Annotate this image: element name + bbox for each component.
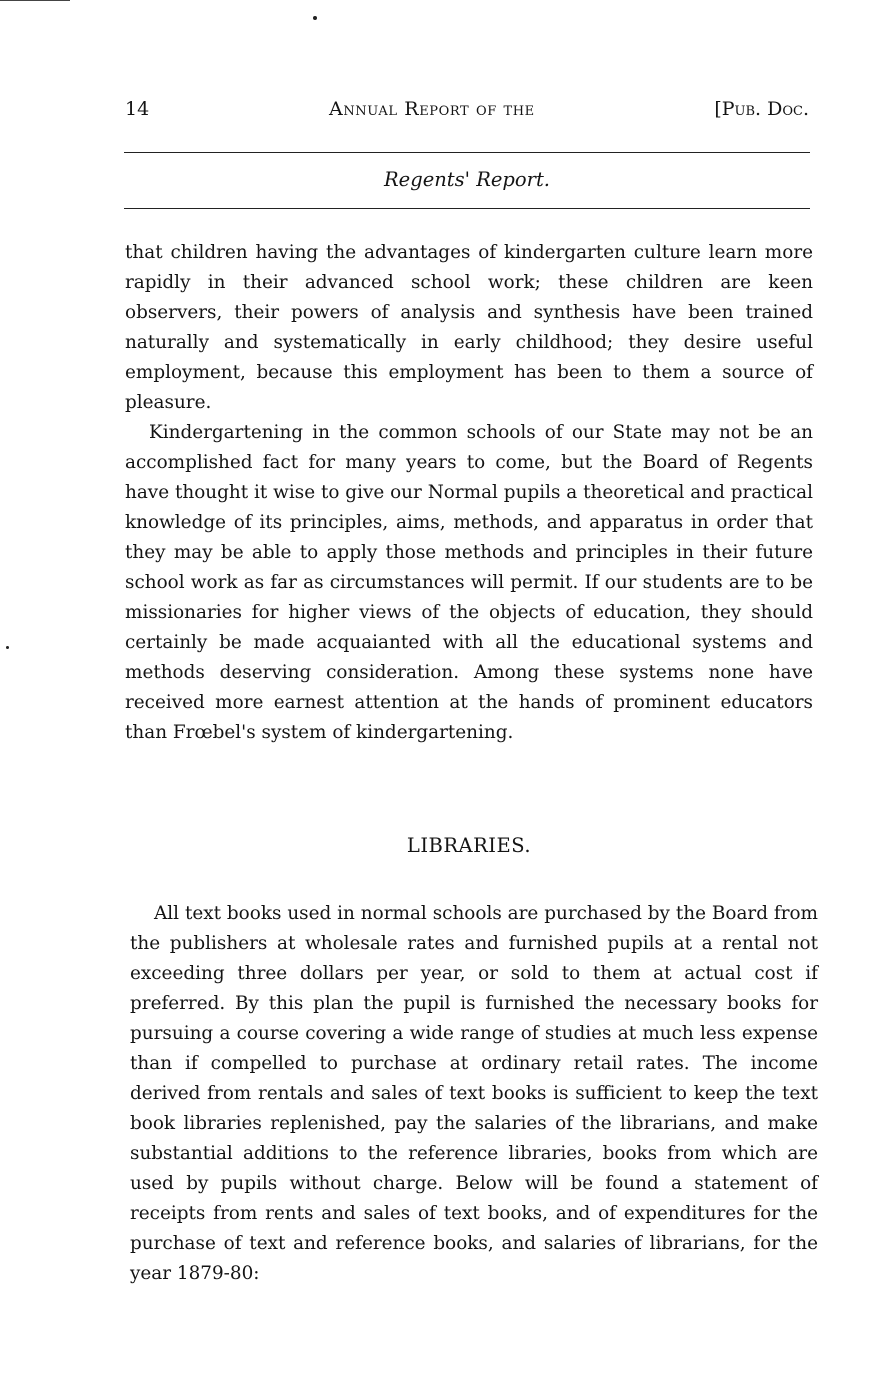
running-title: Annual Report of the	[329, 98, 535, 120]
libraries-heading: LIBRARIES.	[406, 834, 532, 857]
paragraph-kindergartening: Kindergartening in the common schools of our State may not be an accomplished fact for many years to come, but the Board of Regents have thought it wise to give our Normal pupils a theoretical and practical knowledge of its principles, aims, methods, and apparatus in order that they may be able to apply those methods and principles in their future school work as far as circumstances will permit. If our students are to be missionaries for higher views of the objects of education, they should certainly be made acquaianted with all the educational systems and methods deserving consideration. Among these systems none have received more earnest attention at the hands of prominent educators than Frœbel's system of kindergartening.	[125, 422, 813, 743]
ink-speck	[313, 16, 317, 20]
paragraph-continued: that children having the advantages of kindergarten culture learn more rapidly in their advanced school work; these children are keen observers, their powers of analysis and synthesis have been trained naturally and systematically in early childhood; they desire useful employment, because this employment has been to them a source of pleasure.	[125, 242, 813, 413]
document-label: [Pub. Doc.	[714, 98, 809, 120]
page-number: 14	[125, 98, 150, 120]
page-header	[125, 98, 813, 126]
scan-corner-mark	[0, 0, 70, 1]
paragraph-libraries: All text books used in normal schools are purchased by the Board from the publishers at wholesale rates and furnished pupils at a rental not exceeding three dollars per year, or sold to them at actual cost if preferred. By this plan the pupil is furnished the necessary books for pursuing a course covering a wide range of studies at much less expense than if compelled to purchase at ordinary retail rates. The income derived from rentals and sales of text books is sufficient to keep the text book libraries replenished, pay the salaries of the librarians, and make substantial additions to the reference libraries, books from which are used by pupils without charge. Below will be found a statement of receipts from rents and sales of text books, and of expenditures for the purchase of text and reference books, and salaries of librarians, for the year 1879-80:	[130, 903, 818, 1284]
ink-speck	[6, 646, 9, 649]
section-subhead: Regents' Report.	[383, 168, 550, 191]
body-text	[125, 238, 813, 748]
header-rule-bottom	[124, 208, 810, 209]
libraries-text	[130, 899, 818, 1289]
header-rule-top	[124, 152, 810, 153]
